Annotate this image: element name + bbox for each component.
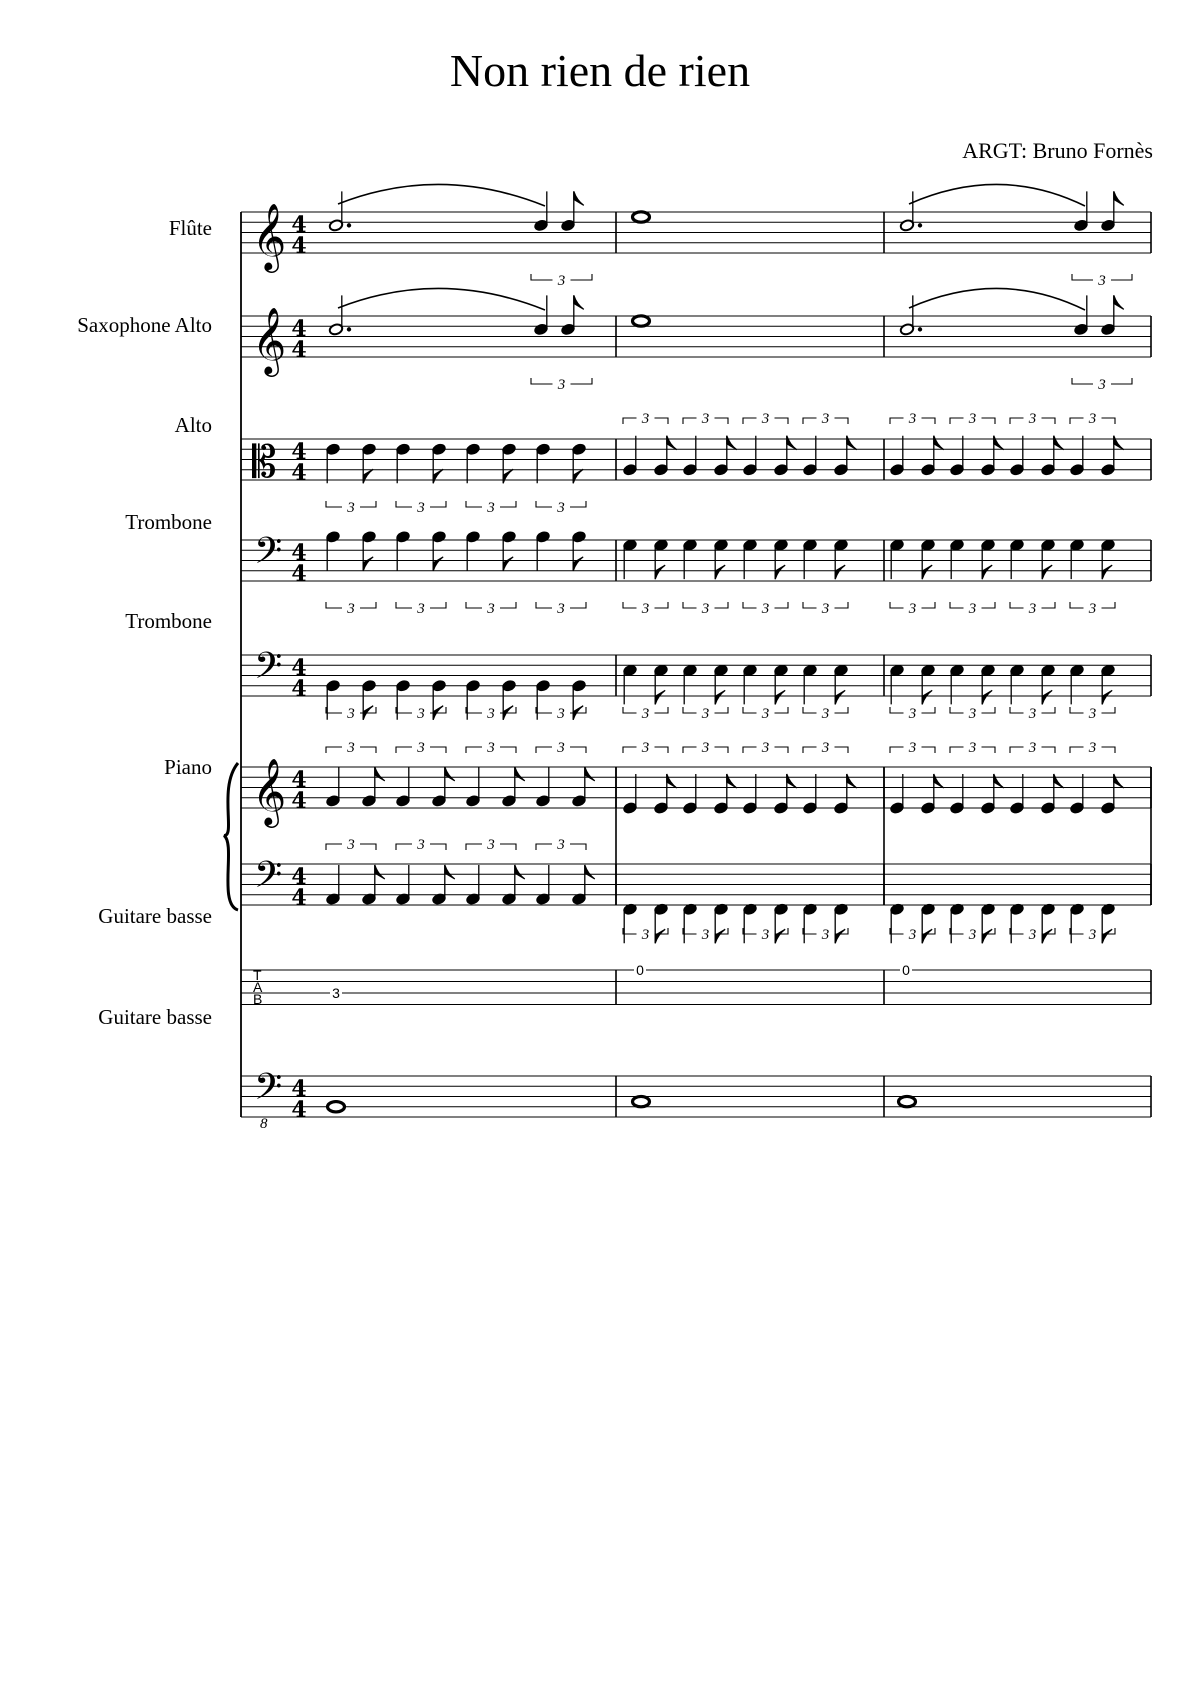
- piano-bass-tuplet-number: 3: [641, 927, 650, 943]
- flute-dot: [918, 223, 922, 227]
- piano-treble-flag: [585, 767, 595, 781]
- trombone-1-flag: [982, 565, 992, 579]
- trombone-2-tuplet-bracket: [1010, 707, 1024, 713]
- alto-sax-tuplet-bracket: [571, 378, 593, 384]
- trombone-2-tuplet-bracket: [396, 707, 412, 713]
- flute-tuplet-bracket: [531, 274, 553, 280]
- trombone-2-tuplet-bracket: [890, 707, 904, 713]
- viola-flag: [1054, 436, 1064, 450]
- trombone-1-tuplet-bracket: [570, 602, 586, 608]
- bass-guitar-bass-clef-icon: 𝄢: [254, 1066, 283, 1117]
- piano-bass-flag: [982, 929, 992, 943]
- piano-bass-tuplet-bracket: [623, 928, 637, 934]
- piano-treble-tuplet-bracket: [655, 747, 669, 753]
- piano-treble-tuplet-bracket: [466, 747, 482, 753]
- trombone-1-tuplet-bracket: [1070, 602, 1084, 608]
- bass-tab-tab-clef-icon: T: [253, 967, 262, 983]
- piano-bass-time-signature-denominator: 4: [291, 885, 307, 911]
- trombone-1-tuplet-number: 3: [347, 601, 355, 617]
- trombone-2-tuplet-number: 3: [701, 706, 710, 722]
- trombone-1-tuplet-number: 3: [968, 601, 977, 617]
- viola-flag: [934, 436, 944, 450]
- trombone-1-tuplet-bracket: [890, 602, 904, 608]
- trombone-2-time-signature-numerator: 4: [291, 655, 307, 681]
- flute-tuplet-number: 3: [1098, 273, 1106, 289]
- piano-treble-tuplet-bracket: [775, 747, 789, 753]
- viola-flag: [1114, 436, 1124, 450]
- viola-tuplet-bracket: [803, 418, 817, 424]
- viola-tuplet-bracket: [536, 501, 552, 507]
- viola-flag: [847, 436, 857, 450]
- alto-sax-flag: [574, 295, 584, 309]
- piano-bass-tuplet-bracket: [326, 844, 342, 850]
- trombone-1-tuplet-bracket: [1010, 602, 1024, 608]
- viola-tuplet-bracket: [922, 418, 936, 424]
- piano-treble-tuplet-number: 3: [1088, 740, 1097, 756]
- alto-sax-treble-clef-icon: 𝄞: [252, 306, 287, 374]
- piano-treble-flag: [375, 767, 385, 781]
- alto-sax-tuplet-bracket: [531, 378, 553, 384]
- piano-bass-tuplet-number: 3: [968, 927, 977, 943]
- instrument-name-bass-guitar: Guitare basse: [98, 1005, 212, 1029]
- trombone-1-tuplet-bracket: [835, 602, 849, 608]
- trombone-2-flag: [655, 690, 665, 704]
- trombone-1-time-signature-denominator: 4: [291, 561, 307, 587]
- trombone-2-tuplet-number: 3: [417, 706, 425, 722]
- piano-bass-tuplet-number: 3: [557, 837, 565, 853]
- trombone-2-tuplet-bracket: [1070, 707, 1084, 713]
- piano-bass-flag: [1102, 929, 1112, 943]
- piano-treble-tuplet-bracket: [326, 747, 342, 753]
- trombone-2-tuplet-bracket: [715, 707, 729, 713]
- trombone-2-tuplet-bracket: [922, 707, 936, 713]
- flute-time-signature-numerator: 4: [291, 212, 307, 238]
- trombone-2-tuplet-number: 3: [821, 706, 830, 722]
- trombone-2-tuplet-bracket: [623, 707, 637, 713]
- trombone-2-tuplet-number: 3: [641, 706, 650, 722]
- viola-alto-clef-icon: 𝄡: [252, 437, 277, 488]
- instrument-name-piano: Piano: [164, 755, 212, 779]
- flute-whole-note: [633, 212, 650, 222]
- flute-flag: [1114, 191, 1124, 205]
- trombone-1-flag: [433, 557, 443, 571]
- trombone-1-flag: [835, 565, 845, 579]
- piano-bass-bass-clef-icon: 𝄢: [254, 854, 283, 905]
- viola-tuplet-bracket: [655, 418, 669, 424]
- instrument-name-bass-tab: Guitare basse: [98, 904, 212, 928]
- viola-tuplet-bracket: [743, 418, 757, 424]
- trombone-2-tuplet-bracket: [835, 707, 849, 713]
- trombone-2-tuplet-number: 3: [557, 706, 565, 722]
- trombone-2-tuplet-number: 3: [968, 706, 977, 722]
- piano-bass-tuplet-bracket: [890, 928, 904, 934]
- trombone-1-tuplet-bracket: [803, 602, 817, 608]
- instrument-name-viola: Alto: [174, 413, 212, 437]
- instrument-name-flute: Flûte: [168, 216, 212, 240]
- piano-treble-tuplet-bracket: [500, 747, 516, 753]
- trombone-1-flag: [922, 565, 932, 579]
- trombone-1-tuplet-bracket: [922, 602, 936, 608]
- alto-sax-flag: [1114, 295, 1124, 309]
- trombone-1-tuplet-number: 3: [701, 601, 710, 617]
- trombone-2-tuplet-number: 3: [487, 706, 495, 722]
- trombone-2-tuplet-bracket: [775, 707, 789, 713]
- flute-tuplet-number: 3: [557, 273, 566, 289]
- piano-bass-tuplet-bracket: [396, 844, 412, 850]
- trombone-1-tuplet-number: 3: [821, 601, 830, 617]
- trombone-2-bass-clef-icon: 𝄢: [254, 645, 283, 696]
- trombone-1-tuplet-number: 3: [487, 601, 495, 617]
- piano-treble-tuplet-bracket: [803, 747, 817, 753]
- alto-sax-dot: [918, 327, 922, 331]
- trombone-1-tuplet-bracket: [326, 602, 342, 608]
- viola-flag: [994, 436, 1004, 450]
- trombone-2-tuplet-number: 3: [1088, 706, 1097, 722]
- piano-treble-time-signature-numerator: 4: [291, 767, 307, 793]
- bass-guitar-whole-note: [328, 1102, 345, 1112]
- piano-bass-flag: [775, 929, 785, 943]
- viola-tuplet-bracket: [396, 501, 412, 507]
- flute-slur: [909, 184, 1085, 206]
- piano-bass-tuplet-bracket: [950, 928, 964, 934]
- viola-tuplet-number: 3: [701, 411, 710, 427]
- piano-treble-tuplet-bracket: [430, 747, 446, 753]
- trombone-2-flag: [775, 690, 785, 704]
- viola-tuplet-bracket: [715, 418, 729, 424]
- piano-treble-tuplet-bracket: [890, 747, 904, 753]
- trombone-1-tuplet-bracket: [500, 602, 516, 608]
- trombone-2-flag: [835, 690, 845, 704]
- viola-flag: [433, 469, 443, 483]
- flute-time-signature-denominator: 4: [291, 233, 307, 259]
- piano-treble-flag: [515, 767, 525, 781]
- piano-treble-tuplet-number: 3: [487, 740, 495, 756]
- trombone-2-flag: [715, 690, 725, 704]
- piano-treble-tuplet-bracket: [396, 747, 412, 753]
- trombone-1-flag: [715, 565, 725, 579]
- piano-treble-tuplet-bracket: [1102, 747, 1116, 753]
- instrument-name-trombone-2: Trombone: [125, 609, 212, 633]
- bass-guitar-whole-note: [633, 1096, 650, 1106]
- flute-tuplet-bracket: [571, 274, 593, 280]
- viola-tuplet-number: 3: [908, 411, 917, 427]
- trombone-1-flag: [503, 557, 513, 571]
- trombone-1-flag: [1042, 565, 1052, 579]
- piano-treble-tuplet-bracket: [835, 747, 849, 753]
- piano-treble-tuplet-bracket: [683, 747, 697, 753]
- piano-bass-flag: [515, 865, 525, 879]
- viola-tuplet-bracket: [1042, 418, 1056, 424]
- trombone-1-tuplet-bracket: [683, 602, 697, 608]
- trombone-1-tuplet-number: 3: [1088, 601, 1097, 617]
- viola-tuplet-bracket: [1010, 418, 1024, 424]
- bass-tab-fret-number: 0: [636, 962, 644, 978]
- trombone-2-time-signature-denominator: 4: [291, 676, 307, 702]
- piano-treble-tuplet-number: 3: [347, 740, 355, 756]
- piano-bass-tuplet-bracket: [536, 844, 552, 850]
- piano-bass-tuplet-bracket: [466, 844, 482, 850]
- piano-treble-tuplet-number: 3: [701, 740, 710, 756]
- piano-bass-tuplet-number: 3: [908, 927, 917, 943]
- viola-flag: [363, 469, 373, 483]
- page-title: Non rien de rien: [449, 45, 751, 96]
- piano-treble-tuplet-bracket: [922, 747, 936, 753]
- viola-tuplet-bracket: [360, 501, 376, 507]
- bass-guitar-time-signature-denominator: 4: [291, 1097, 307, 1123]
- piano-bass-flag: [715, 929, 725, 943]
- viola-tuplet-bracket: [982, 418, 996, 424]
- piano-treble-tuplet-bracket: [536, 747, 552, 753]
- trombone-2-tuplet-bracket: [743, 707, 757, 713]
- viola-time-signature-denominator: 4: [291, 460, 307, 486]
- piano-bass-flag: [585, 865, 595, 879]
- piano-bass-tuplet-bracket: [430, 844, 446, 850]
- viola-tuplet-number: 3: [347, 500, 355, 516]
- trombone-1-tuplet-bracket: [655, 602, 669, 608]
- piano-treble-flag: [667, 774, 677, 788]
- piano-treble-treble-clef-icon: 𝄞: [252, 757, 287, 825]
- trombone-1-flag: [655, 565, 665, 579]
- piano-bass-tuplet-number: 3: [417, 837, 425, 853]
- trombone-2-tuplet-bracket: [982, 707, 996, 713]
- flute-dot: [347, 223, 351, 227]
- viola-tuplet-number: 3: [557, 500, 565, 516]
- trombone-2-flag: [922, 690, 932, 704]
- trombone-1-tuplet-number: 3: [761, 601, 770, 617]
- piano-bass-tuplet-bracket: [500, 844, 516, 850]
- piano-bass-tuplet-number: 3: [701, 927, 710, 943]
- alto-sax-dot: [347, 327, 351, 331]
- trombone-1-tuplet-bracket: [1102, 602, 1116, 608]
- viola-tuplet-number: 3: [487, 500, 495, 516]
- trombone-2-tuplet-bracket: [655, 707, 669, 713]
- piano-treble-tuplet-number: 3: [557, 740, 565, 756]
- bass-tab-tab-clef-icon: B: [253, 991, 263, 1007]
- trombone-1-time-signature-numerator: 4: [291, 540, 307, 566]
- viola-tuplet-number: 3: [821, 411, 830, 427]
- alto-sax-tuplet-bracket: [1072, 378, 1093, 384]
- viola-tuplet-bracket: [466, 501, 482, 507]
- alto-sax-time-signature-numerator: 4: [291, 316, 307, 342]
- viola-tuplet-bracket: [835, 418, 849, 424]
- trombone-2-tuplet-number: 3: [1028, 706, 1037, 722]
- viola-tuplet-bracket: [775, 418, 789, 424]
- viola-tuplet-bracket: [1070, 418, 1084, 424]
- viola-tuplet-bracket: [326, 501, 342, 507]
- trombone-2-flag: [1042, 690, 1052, 704]
- piano-bass-tuplet-number: 3: [347, 837, 355, 853]
- piano-bass-flag: [655, 929, 665, 943]
- trombone-2-tuplet-bracket: [536, 707, 552, 713]
- arranger-credit: ARGT: Bruno Fornès: [962, 138, 1153, 163]
- viola-flag: [727, 436, 737, 450]
- trombone-1-tuplet-bracket: [623, 602, 637, 608]
- trombone-2-tuplet-bracket: [1102, 707, 1116, 713]
- piano-treble-flag: [934, 774, 944, 788]
- trombone-2-tuplet-number: 3: [347, 706, 355, 722]
- viola-tuplet-bracket: [623, 418, 637, 424]
- piano-bass-tuplet-bracket: [683, 928, 697, 934]
- piano-bass-tuplet-number: 3: [1028, 927, 1037, 943]
- trombone-2-flag: [982, 690, 992, 704]
- trombone-1-flag: [775, 565, 785, 579]
- alto-sax-slur: [338, 288, 545, 310]
- viola-tuplet-bracket: [500, 501, 516, 507]
- piano-treble-flag: [787, 774, 797, 788]
- trombone-2-tuplet-bracket: [1042, 707, 1056, 713]
- viola-tuplet-bracket: [950, 418, 964, 424]
- trombone-2-tuplet-number: 3: [908, 706, 917, 722]
- trombone-2-tuplet-bracket: [683, 707, 697, 713]
- piano-bass-tuplet-bracket: [803, 928, 817, 934]
- flute-treble-clef-icon: 𝄞: [252, 202, 287, 270]
- instrument-name-alto-sax: Saxophone Alto: [77, 313, 212, 337]
- bass-guitar-octave-marker: 8: [260, 1116, 268, 1132]
- piano-treble-tuplet-bracket: [570, 747, 586, 753]
- trombone-2-tuplet-bracket: [950, 707, 964, 713]
- viola-tuplet-number: 3: [641, 411, 650, 427]
- trombone-1-tuplet-number: 3: [417, 601, 425, 617]
- flute-flag: [574, 191, 584, 205]
- trombone-1-tuplet-bracket: [743, 602, 757, 608]
- trombone-1-tuplet-bracket: [715, 602, 729, 608]
- viola-tuplet-bracket: [683, 418, 697, 424]
- piano-treble-flag: [1054, 774, 1064, 788]
- piano-treble-tuplet-number: 3: [417, 740, 425, 756]
- piano-treble-flag: [727, 774, 737, 788]
- piano-treble-tuplet-bracket: [1042, 747, 1056, 753]
- trombone-1-tuplet-bracket: [360, 602, 376, 608]
- piano-treble-time-signature-denominator: 4: [291, 788, 307, 814]
- bass-guitar-time-signature-numerator: 4: [291, 1076, 307, 1102]
- alto-sax-slur: [909, 288, 1085, 310]
- piano-bass-flag: [835, 929, 845, 943]
- trombone-1-flag: [363, 557, 373, 571]
- alto-sax-whole-note: [633, 316, 650, 326]
- piano-treble-tuplet-bracket: [950, 747, 964, 753]
- instrument-name-trombone-1: Trombone: [125, 510, 212, 534]
- piano-treble-tuplet-number: 3: [641, 740, 650, 756]
- trombone-1-tuplet-bracket: [982, 602, 996, 608]
- alto-sax-time-signature-denominator: 4: [291, 337, 307, 363]
- trombone-1-tuplet-bracket: [1042, 602, 1056, 608]
- alto-sax-tuplet-bracket: [1111, 378, 1132, 384]
- piano-bass-flag: [1042, 929, 1052, 943]
- viola-tuplet-number: 3: [417, 500, 425, 516]
- piano-bass-tuplet-number: 3: [487, 837, 495, 853]
- flute-tuplet-bracket: [1111, 274, 1132, 280]
- viola-tuplet-bracket: [890, 418, 904, 424]
- piano-treble-tuplet-number: 3: [968, 740, 977, 756]
- piano-treble-tuplet-number: 3: [1028, 740, 1037, 756]
- bass-tab-tab-clef-icon: A: [253, 979, 263, 995]
- piano-brace: [224, 763, 238, 910]
- viola-tuplet-number: 3: [968, 411, 977, 427]
- trombone-1-tuplet-bracket: [466, 602, 482, 608]
- piano-treble-tuplet-number: 3: [908, 740, 917, 756]
- flute-slur: [338, 184, 545, 206]
- trombone-1-tuplet-number: 3: [908, 601, 917, 617]
- piano-bass-tuplet-bracket: [743, 928, 757, 934]
- trombone-1-tuplet-bracket: [396, 602, 412, 608]
- alto-sax-tuplet-number: 3: [557, 377, 566, 393]
- trombone-2-tuplet-number: 3: [761, 706, 770, 722]
- piano-bass-flag: [922, 929, 932, 943]
- piano-treble-tuplet-bracket: [1010, 747, 1024, 753]
- trombone-1-flag: [573, 557, 583, 571]
- trombone-2-tuplet-bracket: [803, 707, 817, 713]
- piano-treble-tuplet-bracket: [982, 747, 996, 753]
- viola-tuplet-number: 3: [1088, 411, 1097, 427]
- piano-bass-tuplet-bracket: [1010, 928, 1024, 934]
- trombone-2-tuplet-bracket: [326, 707, 342, 713]
- trombone-1-bass-clef-icon: 𝄢: [254, 530, 283, 581]
- trombone-1-tuplet-bracket: [775, 602, 789, 608]
- piano-bass-tuplet-number: 3: [821, 927, 830, 943]
- piano-bass-tuplet-bracket: [1070, 928, 1084, 934]
- trombone-1-tuplet-bracket: [950, 602, 964, 608]
- viola-time-signature-numerator: 4: [291, 439, 307, 465]
- piano-treble-flag: [847, 774, 857, 788]
- piano-treble-tuplet-bracket: [743, 747, 757, 753]
- trombone-1-tuplet-bracket: [536, 602, 552, 608]
- piano-treble-flag: [445, 767, 455, 781]
- piano-treble-flag: [1114, 774, 1124, 788]
- trombone-1-tuplet-number: 3: [641, 601, 650, 617]
- trombone-1-tuplet-number: 3: [557, 601, 565, 617]
- viola-tuplet-bracket: [570, 501, 586, 507]
- trombone-2-flag: [1102, 690, 1112, 704]
- flute-tuplet-bracket: [1072, 274, 1093, 280]
- piano-treble-flag: [994, 774, 1004, 788]
- viola-tuplet-number: 3: [1028, 411, 1037, 427]
- piano-bass-tuplet-bracket: [570, 844, 586, 850]
- trombone-1-tuplet-bracket: [430, 602, 446, 608]
- piano-bass-tuplet-bracket: [360, 844, 376, 850]
- piano-bass-time-signature-numerator: 4: [291, 864, 307, 890]
- viola-tuplet-number: 3: [761, 411, 770, 427]
- trombone-1-tuplet-number: 3: [1028, 601, 1037, 617]
- viola-flag: [787, 436, 797, 450]
- viola-flag: [503, 469, 513, 483]
- piano-bass-tuplet-number: 3: [1088, 927, 1097, 943]
- bass-guitar-whole-note: [899, 1096, 916, 1106]
- viola-tuplet-bracket: [430, 501, 446, 507]
- bass-tab-fret-number: 3: [332, 985, 340, 1001]
- trombone-2-tuplet-bracket: [466, 707, 482, 713]
- piano-bass-flag: [445, 865, 455, 879]
- piano-bass-flag: [375, 865, 385, 879]
- viola-tuplet-bracket: [1102, 418, 1116, 424]
- viola-flag: [573, 469, 583, 483]
- viola-flag: [667, 436, 677, 450]
- piano-treble-tuplet-bracket: [1070, 747, 1084, 753]
- piano-bass-tuplet-number: 3: [761, 927, 770, 943]
- piano-treble-tuplet-number: 3: [761, 740, 770, 756]
- piano-treble-tuplet-number: 3: [821, 740, 830, 756]
- alto-sax-tuplet-number: 3: [1098, 377, 1106, 393]
- piano-treble-tuplet-bracket: [360, 747, 376, 753]
- trombone-1-flag: [1102, 565, 1112, 579]
- piano-treble-tuplet-bracket: [715, 747, 729, 753]
- piano-treble-tuplet-bracket: [623, 747, 637, 753]
- bass-tab-fret-number: 0: [902, 962, 910, 978]
